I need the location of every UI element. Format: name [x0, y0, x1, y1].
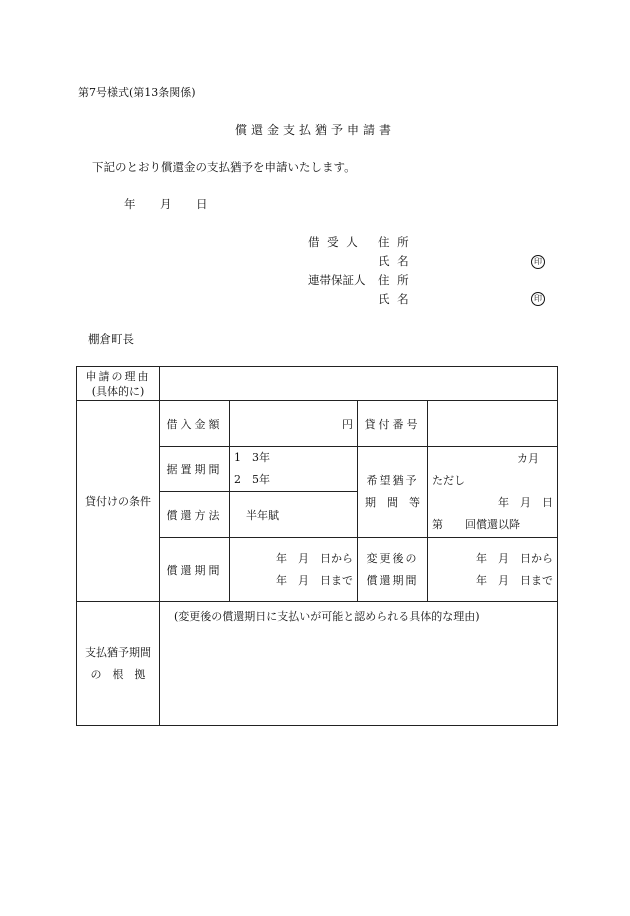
reason-label: 申請の理由	[85, 369, 151, 383]
desired-deferral-label-2: 期 間 等	[365, 496, 420, 509]
basis-input[interactable]	[160, 602, 558, 726]
loan-amount-row	[77, 401, 558, 447]
addressee: 棚倉町長	[88, 332, 134, 346]
reason-input[interactable]	[160, 367, 558, 401]
desired-deferral-label-cell	[358, 447, 428, 538]
repayment-until: 年 月 日まで	[276, 573, 353, 587]
after-change-period-input[interactable]	[428, 538, 558, 602]
basis-label-2: の 根 拠	[90, 667, 146, 681]
loan-conditions-label: 貸付けの条件	[77, 401, 160, 602]
loan-number-label: 貸付番号	[358, 401, 428, 447]
installment-text: 第 回償還以降	[432, 518, 520, 531]
deferment-option-2[interactable]: 2 5年	[234, 473, 270, 486]
borrower-label: 借 受 人	[308, 235, 360, 249]
loan-amount-label: 借入金額	[160, 401, 230, 447]
yen-unit: 円	[342, 417, 353, 431]
reason-sub-label: (具体的に)	[91, 384, 145, 398]
months-unit: カ月	[517, 452, 539, 465]
basis-note: (変更後の償還期日に支払いが可能と認められる具体的な理由)	[174, 610, 480, 623]
guarantor-label: 連帯保証人	[308, 273, 366, 287]
desired-deferral-input[interactable]	[428, 447, 558, 538]
repayment-period-input[interactable]	[230, 538, 358, 602]
repayment-period-label: 償還期間	[160, 538, 230, 602]
after-change-label-2: 償還期間	[366, 573, 419, 587]
reason-label-cell	[77, 367, 160, 401]
page-title: 償還金支払猶予申請書	[234, 123, 395, 137]
loan-amount-input[interactable]	[230, 401, 358, 447]
date-year: 年	[124, 197, 136, 211]
application-table	[76, 366, 558, 726]
form-id: 第7号様式(第13条関係)	[78, 86, 196, 99]
desired-deferral-label-1: 希望猶予	[366, 474, 419, 487]
basis-label-1: 支払猶予期間	[85, 645, 151, 659]
however-text: ただし	[432, 474, 465, 487]
repayment-method-value: 半年賦	[230, 492, 358, 538]
borrower-address-label: 住 所	[378, 235, 411, 249]
intro-text: 下記のとおり償還金の支払猶予を申請いたします。	[92, 160, 356, 174]
basis-row	[77, 602, 558, 726]
guarantor-address-label: 住 所	[378, 273, 411, 287]
borrower-seal-icon: 印	[531, 255, 545, 269]
deferral-date: 年 月 日	[498, 496, 553, 509]
borrower-name-label: 氏 名	[378, 254, 411, 268]
after-change-from: 年 月 日から	[476, 551, 553, 565]
repayment-from: 年 月 日から	[276, 551, 353, 565]
deferment-option-1[interactable]: 1 3年	[234, 451, 270, 464]
after-change-label-1: 変更後の	[366, 551, 419, 565]
date-day: 日	[196, 197, 208, 211]
after-change-until: 年 月 日まで	[476, 573, 553, 587]
guarantor-name-label: 氏 名	[378, 292, 411, 306]
basis-label-cell	[77, 602, 160, 726]
reason-row	[77, 367, 558, 401]
after-change-label-cell	[358, 538, 428, 602]
deferment-period-label: 据置期間	[160, 447, 230, 492]
loan-number-input[interactable]	[428, 401, 558, 447]
deferment-options[interactable]	[230, 447, 358, 492]
guarantor-seal-icon: 印	[531, 292, 545, 306]
date-month: 月	[160, 197, 172, 211]
repayment-method-label: 償還方法	[160, 492, 230, 538]
